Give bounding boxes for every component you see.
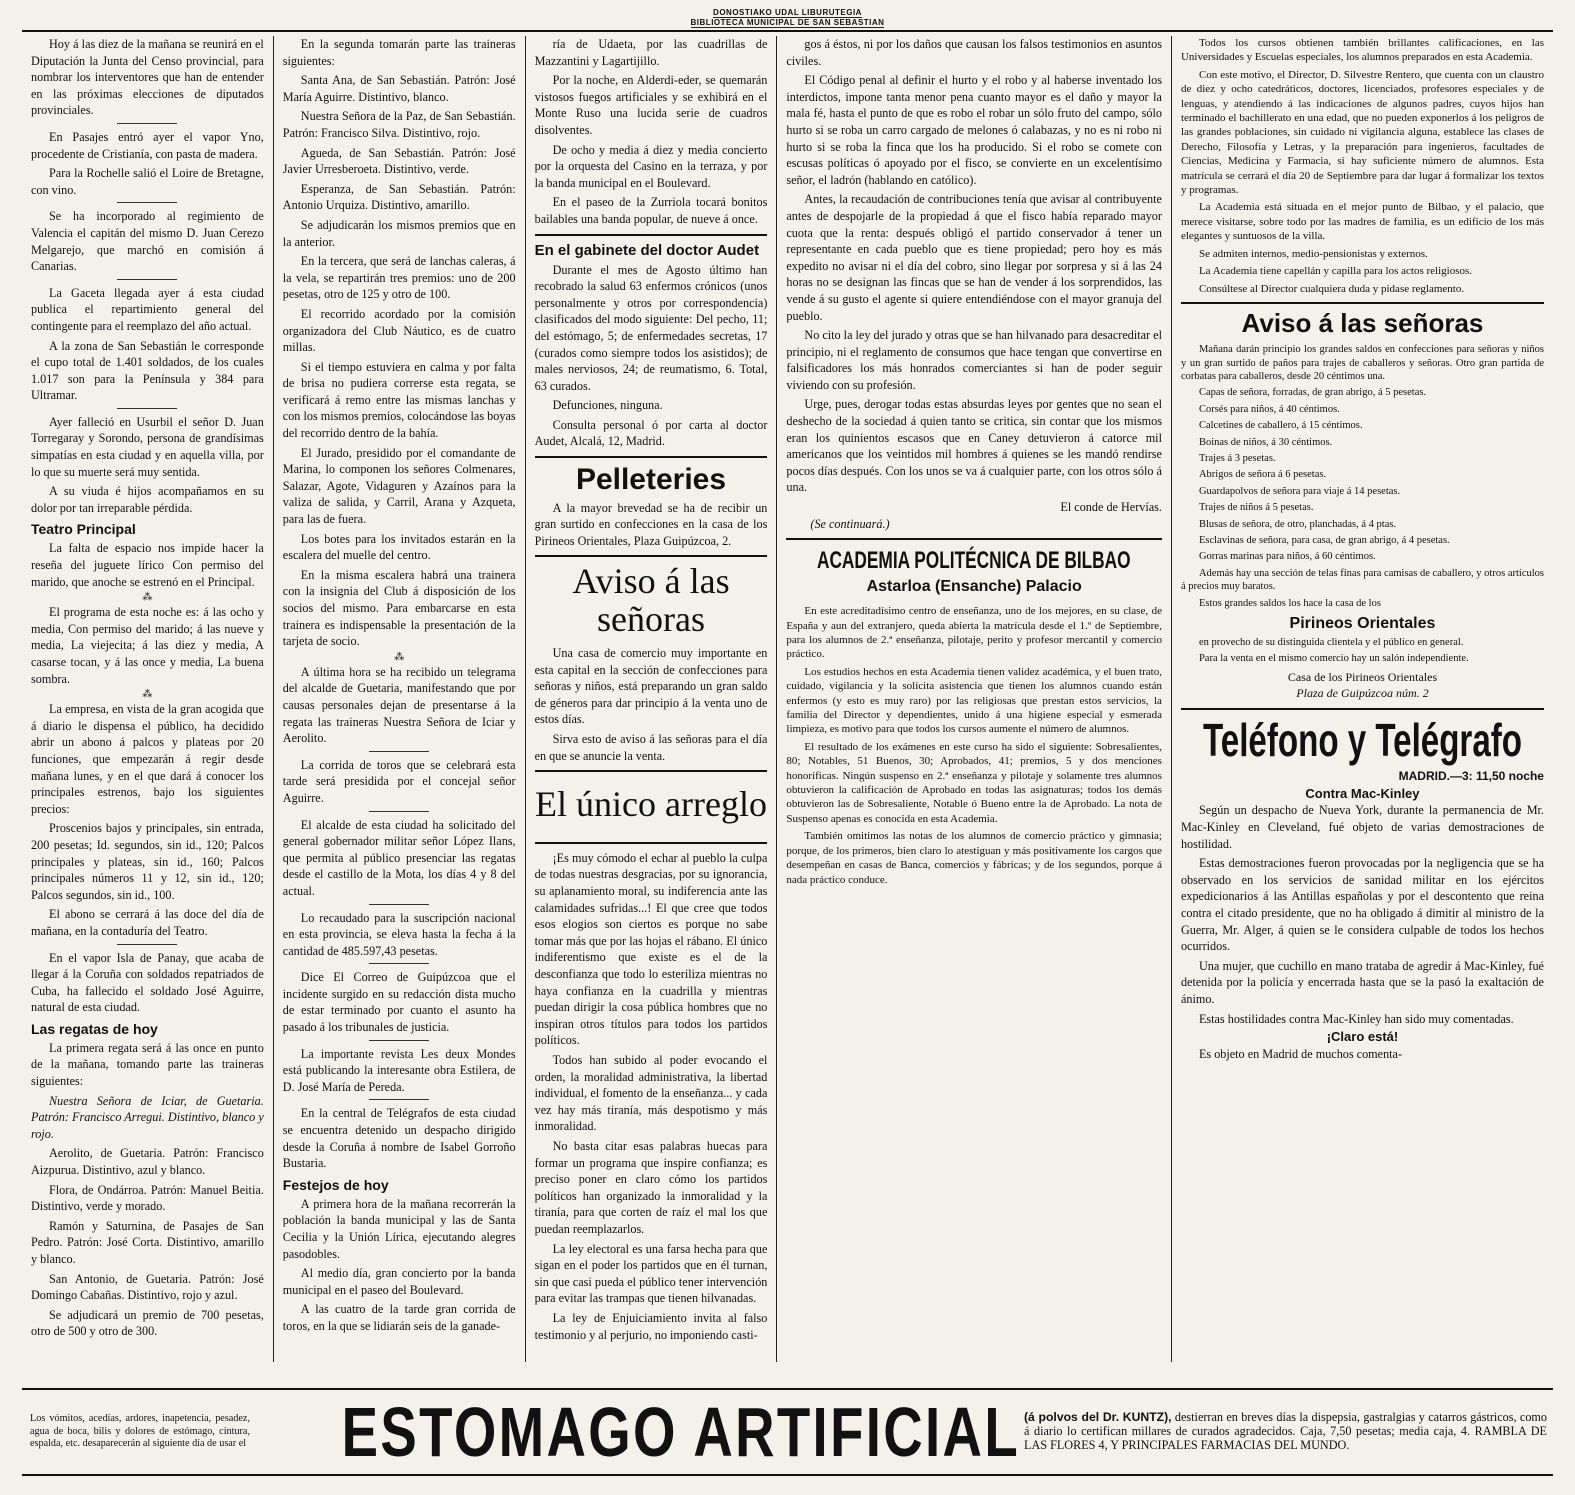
article-paragraph: Flora, de Ondárroa. Patrón: Manuel Beitia. Distintivo, verde y morado. (31, 1182, 264, 1214)
article-paragraph: Consulta personal ó por carta al doctor Audet, Alcalá, 12, Madrid. (534, 417, 768, 449)
article-paragraph: A las cuatro de la tarde gran corrida de toros, en la que se lidiarán seis de la ganade- (282, 1302, 516, 1333)
column-3 (525, 36, 777, 1362)
asterism: ⁂ (142, 689, 153, 701)
rule (1181, 708, 1544, 710)
separator (369, 1040, 429, 1041)
article-paragraph: La empresa, en vista de la gran acogida que á diario le dispensa el público, ha decidido abrir un abono á palcos y plateas por 20 funciones, que empezarán á regir desde mañana lunes, y en el que dará á conocer los principales estrenos, bajo los siguientes precios: (31, 702, 264, 816)
article-paragraph: Con este motivo, el Director, D. Silvestre Rentero, que cuenta con un claustro de diez y ocho catedráticos, doctores, licenciados, profesores especiales y de lenguas, y atendiendo á las indicaciones de algunos padres, cuyos hijos han terminado el bachillerato en una edad, que no pueden exponerlos á los peligros de las grandes poblaciones, sin cuidado ni vigilancia alguna, establece las clases de Derecho, Filosofía y Letras, y la preparación para ingenieros, facultades de Ciencias, Medicina y Farmacia, si hay suficiente número de alumnos. Esta matrícula se cerrará el día 20 de Septiembre para dar lugar á formalizar los textos y programas. (1180, 68, 1544, 197)
continued-note: (Se continuará.) (810, 516, 890, 531)
list-item: Blusas de señora, de otro, planchadas, á 4 ptas. (1198, 518, 1397, 530)
article-paragraph: Si el tiempo estuviera en calma y por falta de brisa no pudiera correrse esta regata, se verificará á remo entre las mismas lanchas y con los mismos premios, colocándose las boyas del recorrido dentro de la bahía. (282, 359, 516, 441)
list-item: Abrigos de señora á 6 pesetas. (1198, 469, 1327, 481)
section-heading-teatro: Teatro Principal (31, 521, 136, 538)
article-paragraph: Nuestra Señora de Iciar, de Guetaria. Patrón: Francisco Arregui. Distintivo, blanco y rojo. (31, 1093, 264, 1141)
rule (1181, 302, 1544, 304)
rule (535, 456, 768, 458)
column-5 (1171, 36, 1553, 1362)
shop-address: Plaza de Guipúzcoa núm. 2 (1296, 686, 1429, 701)
ad-symptoms-text: Los vómitos, acedías, ardores, inapetencia, pesadez, agua de boca, bilis y dolores de estómago, cintura, espalda, etc. desaparecerán al siguiente día de usar el (30, 1413, 250, 1450)
article-paragraph: A la zona de San Sebastián le corresponde el cupo total de 1.401 soldados, de los cuales 1.017 son para la Península y 384 para Ultramar. (31, 338, 264, 403)
article-paragraph: ría de Udaeta, por las cuadrillas de Mazzantini y Lagartijillo. (534, 37, 768, 68)
heading-aviso-senoras-2: Aviso á las señoras (1241, 307, 1484, 338)
article-paragraph: La Academia tiene capellán y capilla para los actos religiosos. (1198, 265, 1473, 278)
article-paragraph: La importante revista Les deux Mondes está publicando la interesante obra Estilera, de D. José María de Pereda. (282, 1046, 516, 1094)
article-paragraph: La Gaceta llegada ayer á esta ciudad publica el repartimiento general del contingente para el reemplazo del año actual. (31, 285, 264, 333)
article-paragraph: Aerolito, de Guetaria. Patrón: Francisco Aizpurua. Distintivo, azul y blanco. (31, 1146, 264, 1178)
column-4 (776, 36, 1171, 1362)
ad-body: destierran en breves días la dispepsia, gastralgias y catarros gástricos, como á diario lo certifican millares de curados agradecidos. Caja, 7,50 pesetas; media caja, 4. RAMBLA DE LAS FLORES 4, Y PRINCIPALES FARMACIAS DEL MUNDO. (1024, 1410, 1548, 1452)
article-paragraph: Se adjudicará un premio de 700 pesetas, otro de 500 y otro de 300. (31, 1307, 264, 1339)
list-item: Guardapolvos de señora para viaje á 14 pesetas. (1198, 485, 1401, 497)
article-paragraph: Se admiten internos, medio-pensionistas y externos. (1198, 247, 1428, 260)
article-paragraph: Defunciones, ninguna. (552, 398, 663, 413)
article-paragraph: Una mujer, que cuchillo en mano trataba de agredir á Mac-Kinley, fué detenida por la policía y encerrada hasta que se la pasó la exaltación de ánimo. (1180, 958, 1544, 1006)
article-paragraph: No cito la ley del jurado y otras que se han hilvanado para desacreditar el principio, ni el reglamento de consumos que hace tengan que convertirse en falsificadores los más honrados comerciantes si han de poder seguir viviendo con su profesión. (786, 328, 1162, 392)
rule (535, 842, 768, 844)
list-item: Trajes á 3 pesetas. (1198, 453, 1276, 465)
article-paragraph: Para la venta en el mismo comercio hay un salón independiente. (1198, 653, 1469, 665)
article-paragraph: Durante el mes de Agosto último han recobrado la salud 63 enfermos crónicos (unos personalmente y otros por correspondencia) clasificados del modo siguiente: Del pecho, 11; del estómago, 5; de enfermedades secretas, 17 (curados como siempre todos los asistidos); de males nerviosos, 24; de reumatismo, 6. Total, 63 curados. (534, 262, 768, 393)
masthead (22, 8, 1553, 28)
article-paragraph: A su viuda é hijos acompañamos en su dolor por tan irreparable pérdida. (31, 484, 264, 515)
article-paragraph: Urge, pues, derogar todas estas absurdas leyes por gentes que no sean el deshecho de la sociedad á quien tanto se critica, sin contar que los mismos eran los quinientos escasos que en Caney detuvieron á catorce mil americanos que los veintidos mil hombres á quienes se les mandó rendirse pocos días después. Con los unos se va á cualquier parte, con los otros sólo á una. (786, 397, 1162, 495)
article-paragraph: Proscenios bajos y principales, sin entrada, 200 pesetas; Id. segundos, sin id., 120; Palcos principales y plateas, sin id., 160; Palcos principales números 11 y 12, sin id., 120; Palcos segundos, sin id., 100. (31, 821, 264, 902)
article-paragraph: A primera hora de la mañana recorrerán la población la banda municipal y las de Santa Cecilia y la Unión Lírica, ejecutando alegres pasodobles. (282, 1196, 516, 1261)
article-paragraph: El abono se cerrará á las doce del día de mañana, en la contaduría del Teatro. (31, 907, 264, 938)
heading-telefono-telegrafo: Teléfono y Telégrafo (1202, 713, 1522, 766)
list-item: Corsés para niños, á 40 céntimos. (1198, 403, 1340, 415)
heading-pelleteries: Pelleteries (575, 463, 727, 497)
rule (535, 770, 768, 772)
article-paragraph: El alcalde de esta ciudad ha solicitado del general gobernador militar señor López Ilans, que permita al público presenciar las regatas desde el castillo de la Mota, los días 4 y 8 del actual. (282, 817, 516, 898)
article-paragraph: Sirva esto de aviso á las señoras para el día en que se anuncie la venta. (534, 731, 768, 763)
article-paragraph: Agueda, de San Sebastián. Patrón: José Javier Urresberoeta. Distintivo, verde. (282, 145, 516, 177)
rule (535, 555, 768, 557)
article-paragraph: Al medio día, gran concierto por la banda municipal en el paseo del Boulevard. (282, 1266, 516, 1297)
article-paragraph: A la mayor brevedad se ha de recibir un gran surtido en confecciones en la casa de los Pirineos Orientales, Plaza Guipúzcoa, 2. (534, 500, 768, 548)
advertisement-banner (22, 1388, 1553, 1476)
article-paragraph: Para la Rochelle salió el Loire de Bretagne, con vino. (31, 166, 264, 197)
article-paragraph: Los estudios hechos en esta Academia tienen validez académica, y el buen trato, cuidado, vigilancia y la solícita asistencia que tienen los alumnos cuando están enfermos (y esto es muy raro) por las religiosas que prestan estos servicios, la familia del Director y dependientes, unido á una higiene especial y esmerada limpieza, es motivo para que todos los cursos aumente el número de alumnos. (786, 665, 1162, 736)
article-paragraph: Estas hostilidades contra Mac-Kinley han sido muy comentadas. (1198, 1011, 1514, 1026)
heading-aviso-senoras: Aviso á las señoras (572, 561, 730, 640)
article-paragraph: En la misma escalera habrá una trainera con la insignia del Club á disposición de los socios del mismo. Para embarcarse en esta trainera es indispensable la presentación de la tarjeta de socio. (282, 567, 516, 649)
section-heading-audet: En el gabinete del doctor Audet (534, 241, 760, 259)
ad-brand: (á polvos del Dr. KUNTZ), (1024, 1410, 1172, 1425)
article-paragraph: Todos han subido al poder evocando el orden, la moralidad administrativa, la libertad individual, el fomento de la enseñanza... y cada vez hay más tiranía, más despotismo y más inmoralidad. (534, 1053, 768, 1134)
article-paragraph: Los botes para los invitados estarán en la escalera del muelle del centro. (282, 531, 516, 563)
article-paragraph: Esperanza, de San Sebastián. Patrón: Antonio Urquiza. Distintivo, amarillo. (282, 181, 516, 213)
section-heading-festejos: Festejos de hoy (282, 1176, 389, 1193)
article-paragraph: También omitimos las notas de los alumnos de comercio práctico y gimnasia; porque, de los primeros, bien claro lo atestiguan y más positivamente los cargos que desempeñan en casas de Banca, comercios y fábricas; y de los segundos, porque á nada práctico conduce. (786, 830, 1162, 886)
article-paragraph: El resultado de los exámenes en este curso ha sido el siguiente: Sobresalientes, 80; Notables, 51 Buenos, 30; Aprobados, 41; premios, 5 y dos menciones honoríficas. Ningún suspenso en 2.ª enseñanza y pilotaje y solamente tres alumnos obtuvieron la calificación de Aprobado en todas las asignaturas; todos los demás obtuvieron las de Sobresaliente, Notable ó Bueno entre la de Aprobado. La nota de Suspenso apenas es conocida en esta Academia. (786, 740, 1162, 825)
article-paragraph: en provecho de su distinguida clientela y el público en general. (1198, 636, 1464, 648)
article-paragraph: La primera regata será á las once en punto de la mañana, tomando parte las traineras siguientes: (31, 1040, 264, 1089)
asterism: ⁂ (394, 651, 405, 663)
ad-title: ESTOMAGO ARTIFICIAL (341, 1393, 1021, 1471)
list-item: Trajes de niños á 5 pesetas. (1198, 502, 1314, 514)
article-paragraph: Antes, la recaudación de contribuciones tenía que avisar al contribuyente antes de despojarle de la propiedad á que el fisco había reparado mayor cuota que la renta: después obligó el partido conservador á tener un representante en cada pueblo que es tiene propiedad; pero hoy es más expedito no avisar ni el día del cobro, sino llegar por sorpresa y si á las 24 horas no se designan las fincas que se han de vender á los sorprendidos, las vende á su gusto el agente si quiere entendiéndose con el mayor granuja del pueblo. (786, 192, 1162, 323)
article-paragraph: ¡Es muy cómodo el echar al pueblo la culpa de todas nuestras desgracias, por su ignorancia, su aplanamiento moral, su indiferencia ante las calamidades sufridas...! El que cree que todos esos elogios son ciertos es porque no sabe tomar más que por las hojas el rábano. El único indiferentismo que existe es el de la desconfianza que todo lo esteriliza mientras no haya confianza en la cuadrilla y mientras puedan dirigir la cosa pública hombres que no inspiran otros títulos para todos los partidos políticos. (534, 850, 768, 1048)
heading-contra-mackinley: Contra Mac-Kinley (1305, 785, 1420, 801)
article-paragraph: Ramón y Saturnina, de Pasajes de San Pedro. Patrón: José Corta. Distintivo, amarillo y blanco. (31, 1218, 264, 1266)
article-paragraph: Estas demostraciones fueron provocadas por la negligencia que se ha observado en los servicios de sanidad militar en los ejércitos expedicionarios á las Antillas españolas y por el descontento que reina contra el citado presidente, que no ha obligado á dimitir al ministro de la Guerra, Mr. Alger, á quien se le considera culpable de todos los hechos ocurridos. (1180, 856, 1544, 954)
signature: El conde de Hervías. (1060, 500, 1162, 515)
article-paragraph: Por la noche, en Alderdi-eder, se quemarán vistosos fuegos artificiales y se exhibirá en el Monte Ruso una lucida serie de cuadros disolventes. (534, 73, 768, 137)
article-paragraph: La ley de Enjuiciamiento invita al falso testimonio y al perjurio, no imponiendo casti- (534, 1310, 768, 1342)
top-rule (22, 30, 1553, 32)
library-name-basque: DONOSTIAKO UDAL LIBURUTEGIA (713, 8, 862, 17)
heading-academia: ACADEMIA POLITÉCNICA DE BILBAO (817, 547, 1131, 575)
article-paragraph: San Antonio, de Guetaria. Patrón: José Domingo Cabañas. Distintivo, rojo y azul. (31, 1271, 264, 1303)
article-paragraph: Nuestra Señora de la Paz, de San Sebastián. Patrón: Francisco Silva. Distintivo, rojo. (282, 109, 516, 140)
article-paragraph: Se adjudicarán los mismos premios que en la anterior. (282, 217, 516, 249)
article-paragraph: En la tercera, que será de lanchas caleras, á la vela, se repartirán tres premios: uno de 200 pesetas, otro de 125 y otro de 100. (282, 254, 516, 302)
list-item: Esclavinas de señora, para casa, de gran abrigo, á 4 pesetas. (1198, 535, 1450, 547)
separator (117, 944, 177, 945)
article-paragraph: No basta citar esas palabras huecas para formar un programa que inspire confianza; es preciso poner en claro cómo los partidos políticos han organizado la inmoralidad y la tiranía, para que corten de raíz el mal los que puedan reemplazarlos. (534, 1138, 768, 1236)
library-name-spanish: BIBLIOTECA MUNICIPAL DE SAN SEBASTIAN (690, 18, 885, 27)
columns (22, 36, 1553, 1362)
article-paragraph: La corrida de toros que se celebrará esta tarde será presidida por el concejal señor Aguirre. (282, 757, 516, 805)
article-paragraph: En la central de Telégrafos de esta ciudad se encuentra detenido un despacho dirigido desde la Coruña á nombre de Isabel Gorroño Bustaria. (282, 1106, 516, 1171)
section-heading-regatas: Las regatas de hoy (31, 1020, 158, 1037)
asterism: ⁂ (142, 592, 153, 604)
separator (117, 408, 177, 409)
article-paragraph: El programa de esta noche es: á las ocho y media, Con permiso del marido; á las nueve y media, La viejecita; á las diez y media, A casarse tocan, y á las once y media, La buena sombra. (31, 605, 264, 686)
separator (369, 811, 429, 812)
article-paragraph: Lo recaudado para la suscripción nacional en esta provincia, se eleva hasta la fecha á la cantidad de 485.597,43 pesetas. (282, 910, 516, 958)
article-paragraph: En el paseo de la Zurriola tocará bonitos bailables una banda popular, de nueve á once. (534, 195, 768, 226)
separator (369, 963, 429, 964)
article-paragraph: La Academia está situada en el mejor punto de Bilbao, y el palacio, que merece visitarse, sobre todo por las madres de familia, es un edificio de los más elegantes y suntuosos de la villa. (1180, 201, 1544, 243)
article-paragraph: La ley electoral es una farsa hecha para que sigan en el poder los partidos que en él turnan, sin que casi pueda el público tener intervención para evitar las trampas que tienen hilvanadas. (534, 1241, 768, 1306)
ad-description (1018, 1411, 1553, 1452)
article-paragraph: Mañana darán principio los grandes saldos en confecciones para señoras y niños y un gran surtido de paños para trajes de caballeros y señoras. Otro gran partida de corbatas para caballeros, desde 20 céntimos una. (1180, 344, 1544, 383)
list-item: Estos grandes saldos los hace la casa de los (1198, 597, 1381, 609)
article-paragraph: Todos los cursos obtienen también brillantes calificaciones, en las Universidades y Escuelas especiales, los alumnos preparados en esta Academia. (1180, 37, 1544, 64)
article-paragraph: Según un despacho de Nueva York, durante la permanencia de Mr. Mac-Kinley en Cleveland, fué objeto de varias demostraciones de hostilidad. (1180, 803, 1544, 851)
rule (786, 538, 1162, 540)
article-paragraph: La falta de espacio nos impide hacer la reseña del juguete lírico Con permiso del marido, que anoche se estrenó en el Principal. (31, 541, 264, 589)
article-paragraph: El recorrido acordado por la comisión organizadora del Club Náutico, es de cuatro millas. (282, 306, 516, 355)
list-item: Boinas de niños, á 30 céntimos. (1198, 436, 1333, 448)
article-paragraph: Santa Ana, de San Sebastián. Patrón: José María Aguirre. Distintivo, blanco. (282, 73, 516, 104)
list-item: Además hay una sección de telas finas para camisas de caballero, y otros artículos á precios muy baratos. (1180, 567, 1544, 593)
article-paragraph: A última hora se ha recibido un telegrama del alcalde de Guetaria, manifestando que por causas personales dejan de presentarse á la regata las traineras Nuestra Señora de Iciar y Aerolito. (282, 664, 516, 746)
article-paragraph: El Código penal al definir el hurto y el robo y al haberse inventado los interdictos, impone tanta menor pena cuanto mayor es el daño y mayor la mala fé, hasta el punto de que es robo el robar un sólo fruto del campo, sólo hurto si se roba un carro cargado de melones ó calabazas, y no es ni robo ni hurto si se roba la finca que los ha producido. Si el robo se comete con escusas políticas ó apoyado por el fisco, se convierte en un excelentísimo señor, el ladrón (hablando en católico). (786, 73, 1162, 187)
heading-unico-arreglo: El único arreglo (535, 784, 767, 825)
rule (535, 234, 768, 236)
separator (117, 279, 177, 280)
article-paragraph: En el vapor Isla de Panay, que acaba de llegar á la Coruña con soldados repatriados de Cuba, ha fallecido el soldado José Aguirre, natural de esta ciudad. (31, 950, 264, 1015)
heading-pirineos: Pirineos Orientales (1289, 615, 1436, 633)
separator (369, 751, 429, 752)
separator (369, 904, 429, 905)
dateline: MADRID.—3: 11,50 noche (1398, 769, 1544, 784)
list-item: Calcetines de caballero, á 15 céntimos. (1198, 420, 1363, 432)
article-paragraph: Se ha incorporado al regimiento de Valencia el capitán del mismo D. Juan Cerezo Melgarejo, que marchó en comisión á Canarias. (31, 209, 264, 274)
shop-name: Casa de los Pirineos Orientales (1287, 669, 1438, 684)
separator (117, 202, 177, 203)
article-paragraph: Es objeto en Madrid de muchos comenta- (1198, 1046, 1403, 1061)
separator (369, 1099, 429, 1100)
article-paragraph: En Pasajes entró ayer el vapor Yno, procedente de Cristianía, con pasta de madera. (31, 129, 264, 161)
article-paragraph: gos á éstos, ni por los daños que causan los falsos testimonios en asuntos civiles. (786, 37, 1162, 68)
list-item: Gorras marinas para niños, á 60 céntimos. (1198, 551, 1376, 563)
article-paragraph: El Jurado, presidido por el comandante de Marina, lo componen los señores Colmenares, Salazar, Agote, Vidaguren y Azaínos para la valiza de salida, y Carril, Arana y Azqueta, para las de fuera. (282, 445, 516, 527)
article-paragraph: Dice El Correo de Guipúzcoa que el incidente surgido en su redacción dista mucho de estar terminado por cuanto el asunto ha pasado á los tribunales de justicia. (282, 970, 516, 1035)
column-1 (22, 36, 273, 1362)
article-paragraph: En la segunda tomarán parte las traineras siguientes: (282, 37, 516, 68)
article-paragraph: Ayer falleció en Usurbil el señor D. Juan Torregaray y Sorondo, persona de grandísimas simpatías en esta ciudad y en aquella villa, por lo que su muerte será muy sentida. (31, 414, 264, 479)
article-paragraph: Una casa de comercio muy importante en esta capital en la sección de confecciones para señoras y niños, está preparando un gran saldo de géneros para dar principio á la venta uno de estos días. (534, 645, 768, 727)
heading-astarloa: Astarloa (Ensanche) Palacio (866, 578, 1082, 596)
article-paragraph: De ocho y media á diez y media concierto por la orquesta del Casino en la terraza, y por la banda municipal en el Boulevard. (534, 142, 768, 190)
list-item: Capas de señora, forradas, de gran abrigo, á 5 pesetas. (1198, 387, 1427, 399)
heading-claro-esta: ¡Claro está! (1326, 1029, 1399, 1045)
article-paragraph: Hoy á las diez de la mañana se reunirá en el Diputación la Junta del Censo provincial, para nombrar los interventores que han de entender en las próximas elecciones de diputados provinciales. (31, 37, 264, 118)
article-paragraph: Consúltese al Director cualquiera duda y pídase reglamento. (1198, 282, 1465, 295)
article-paragraph: En este acreditadísimo centro de enseñanza, uno de los mejores, en su clase, de España y aun del extranjero, queda abierta la matrícula desde el 1.º de Septiembre, para los alumnos de 2.ª enseñanza, pilotaje, perito y profesor mercantil y comercio práctico. (786, 605, 1162, 661)
separator (117, 123, 177, 124)
column-2 (273, 36, 525, 1362)
